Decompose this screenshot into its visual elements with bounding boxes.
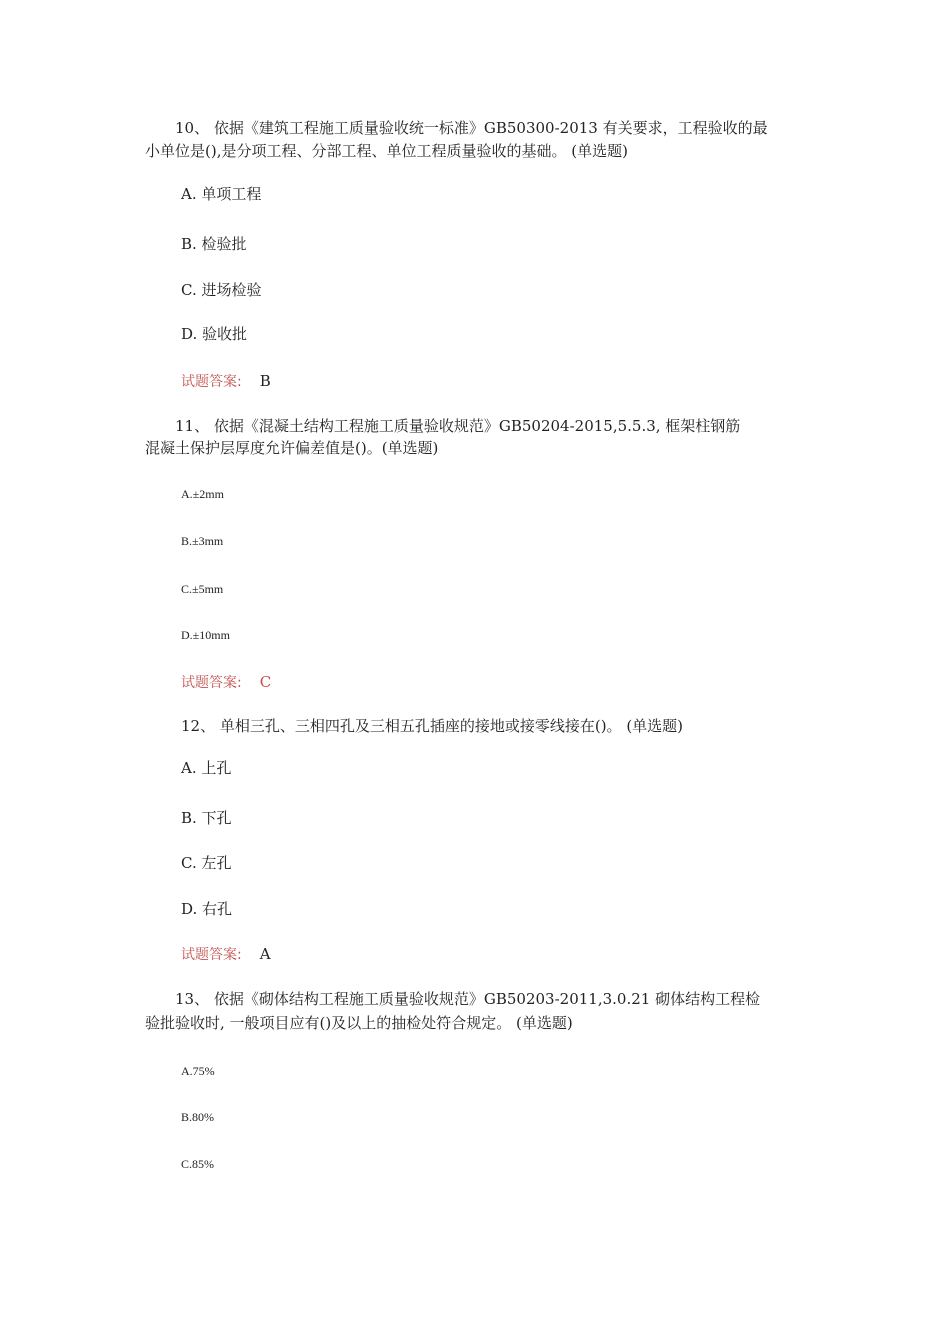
question-13-option-c: C.85% — [181, 1157, 214, 1171]
question-11-option-b: B.±3mm — [181, 534, 224, 548]
question-11-option-a: A.±2mm — [181, 487, 224, 501]
question-12-option-b: B. 下孔 — [181, 809, 232, 827]
question-10-option-b: B. 检验批 — [181, 235, 247, 253]
question-12-option-c: C. 左孔 — [181, 854, 232, 872]
question-10-option-c: C. 进场检验 — [181, 281, 262, 299]
question-11-text-line2: 混凝土保护层厚度允许偏差值是()。(单选题) — [145, 439, 439, 457]
answer-value: A — [259, 945, 271, 963]
answer-label: 试题答案: — [181, 947, 242, 963]
question-10-option-d: D. 验收批 — [181, 325, 248, 343]
question-12-option-d: D. 右孔 — [181, 900, 233, 918]
question-10-option-a: A. 单项工程 — [181, 185, 262, 203]
question-11-answer — [181, 672, 271, 693]
question-13-option-a: A.75% — [181, 1064, 215, 1078]
question-12-option-a: A. 上孔 — [181, 759, 232, 777]
question-11-text-line1: 11、 依据《混凝土结构工程施工质量验收规范》GB50204-2015,5.5.3, 框架柱钢筋 — [175, 417, 741, 435]
question-13-option-b: B.80% — [181, 1110, 214, 1124]
answer-value: C — [259, 673, 272, 691]
question-13-text-line1: 13、 依据《砌体结构工程施工质量验收规范》GB50203-2011,3.0.21 砌体结构工程检 — [175, 990, 761, 1008]
answer-label: 试题答案: — [181, 675, 242, 691]
question-10-text-line1: 10、 依据《建筑工程施工质量验收统一标准》GB50300-2013 有关要求，工程验收的最 — [175, 119, 768, 137]
answer-label: 试题答案: — [181, 374, 242, 390]
answer-value: B — [259, 372, 271, 390]
question-12-answer — [181, 944, 271, 965]
question-10-answer — [181, 371, 271, 392]
question-11-option-c: C.±5mm — [181, 582, 224, 596]
question-11-option-d: D.±10mm — [181, 628, 230, 642]
question-10-text-line2: 小单位是(),是分项工程、分部工程、单位工程质量验收的基础。 (单选题) — [145, 142, 628, 160]
question-12-text-line1: 12、 单相三孔、三相四孔及三相五孔插座的接地或接零线接在()。 (单选题) — [181, 717, 684, 735]
question-13-text-line2: 验批验收时, 一般项目应有()及以上的抽检处符合规定。 (单选题) — [145, 1014, 573, 1032]
